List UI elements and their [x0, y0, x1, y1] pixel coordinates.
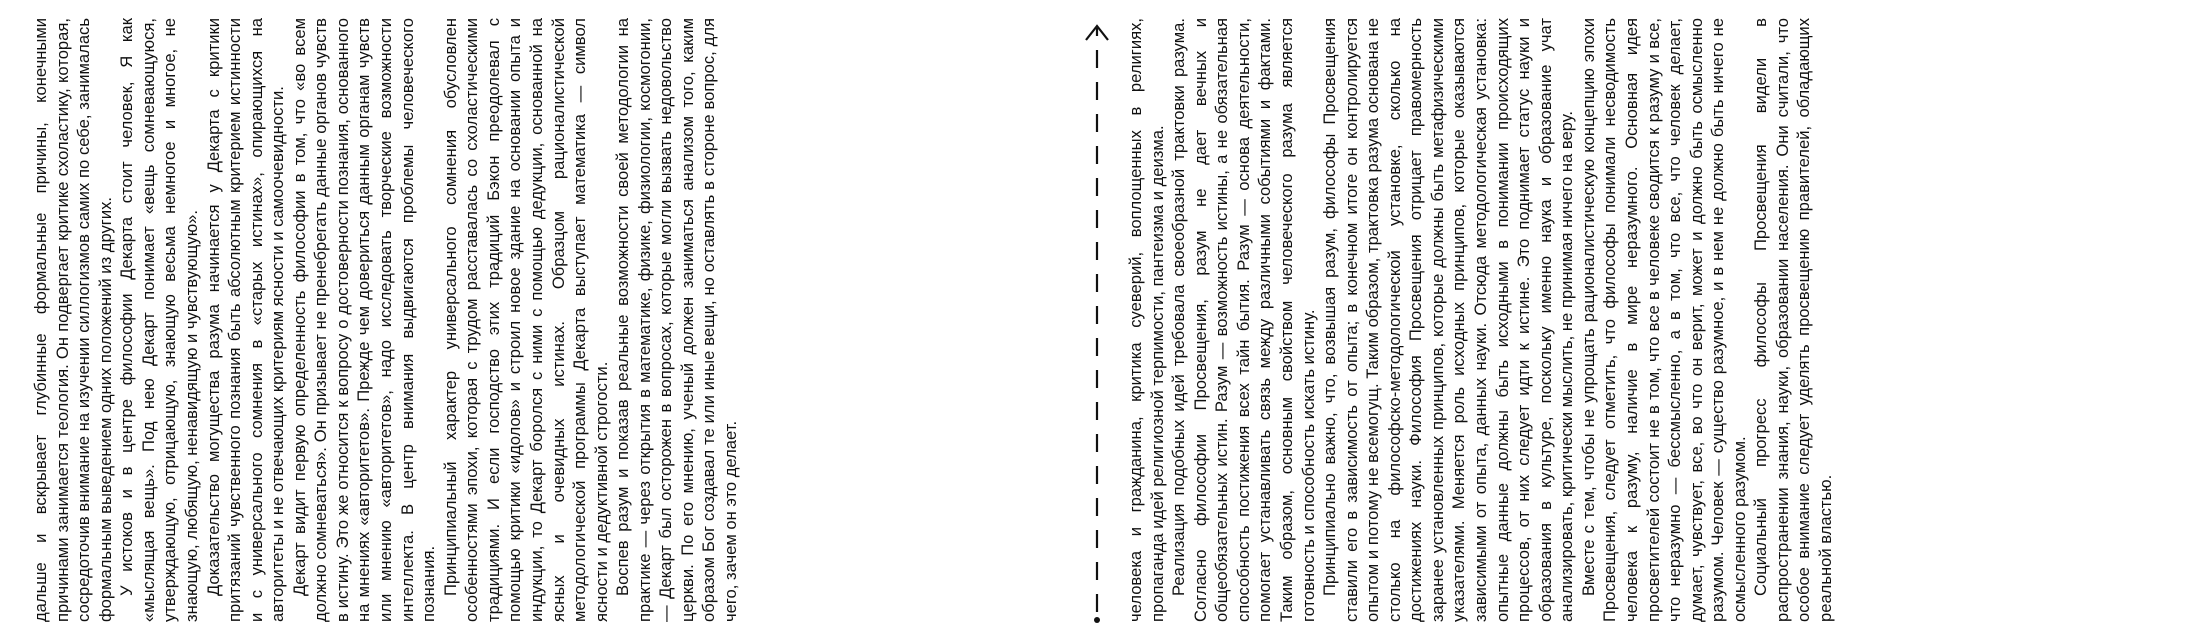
paragraph: дальше и вскрывает глубинные формальные причины, конечными причинами занимается теология. Он подвергает критике схоластику, которая, сосредоточив внимание на изучении силлогизмов самих по себе, занималась формальным выведением одних положений из других.: [31, 18, 115, 622]
page-break-divider: [1082, 0, 1112, 640]
paragraph: человека и гражданина, критика суеверий, воплощенных в религиях, пропаганда идей религиозной терпимости, пантеизма и деизма.: [1126, 18, 1167, 622]
paragraph: Декарт видит первую определенность философии в том, что «во всем должно сомневаться». Он призывает не пренебрегать данные органов чувств в истину. Это же относится к вопросу о достоверности познания, основанного на мнениях «авторитетов». Прежде чем довериться данным органам чувств или мнению «авторитетов», надо исследовать творческие возможности интеллекта. В центр внимания выдвигаются проблемы человеческого познания.: [289, 18, 439, 622]
paragraph: Вместе с тем, чтобы не упрощать рационалистическую концепцию эпохи Просвещения, следует отметить, что философы понимали несводимость человека к разуму, наличие в мире неразумного. Основная идея просветителей состоит не в том, что все в человеке сводится к разуму и все, что неразумно — бессмысленно, а в том, что все, что человек делает, думает, чувствует, все, во что он верит, может и должно быть осмысленно разумом. Человек — существо разумное, и в нем не должно быть ничего не осмысленного разумом.: [1578, 18, 1749, 622]
paragraph: Принципиальный характер универсального сомнения обусловлен особенностями эпохи, которая с трудом расставалась со схоластическими традициями. И если господство этих традиций Бэкон преодолевал с помощью критики «идолов» и строил новое здание на основании опыта и индукции, то Декарт боролся с ними с помощью дедукции, основанной на ясных и очевидных истинах. Образцом рационалистической методологической программы Декарта выступает математика — символ ясности и дедуктивной строгости.: [440, 18, 611, 622]
text-column-right: [1125, 18, 2175, 622]
dashed-line-arrow-icon: [1082, 0, 1112, 640]
paragraph: У истоков и в центре философии Декарта стоит человек, Я как «мыслящая вещь». Под нею Декарт понимает «вещь сомневающуюся, утверждающую, отрицающую, знающую весьма немногое и многое, не знающую, любящую, ненавидящую и чувствующую».: [117, 18, 201, 622]
paragraph: Принципиально важно, что, возвышая разум, философы Просвещения ставили его в зависимость от опыта; в конечном итоге он контролируется опытом и потому не всемогущ. Таким образом, трактовка разума основана не столько на философско-методологической установке, сколько на достижениях науки. Философия Просвещения отрицает правомерность заранее установленных принципов, которые должны быть метафизическими указателями. Меняется роль исходных принципов, которые оказываются зависимыми от опыта, данных науки. Отсюда методологическая установка: опытные данные должны быть исходными в понимании происходящих процессов, от них следует идти к истине. Это поднимает статус науки и образования в культуре, поскольку именно наука и образование учат анализировать, критически мыслить, не принимая ничего на веру.: [1320, 18, 1577, 622]
text-column-left: [30, 18, 1070, 622]
paragraph: Воспев разум и показав реальные возможности своей методологии на практике — через открытия в математике, физике, физиологии, космогонии, — Декарт был осторожен в вопросах, которые могли вызвать недовольство церкви. По его мнению, ученый должен заниматься анализом того, каким образом Бог создавал те или иные вещи, но оставлять в стороне вопрос, для чего, зачем он это делает.: [613, 18, 740, 622]
paragraph: Реализация подобных идей требовала своеобразной трактовки разума. Согласно философии Просвещения, разум не дает вечных и общеобязательных истин. Разум — возможность истины, а не обязательная способность постижения всех тайн бытия. Разум — основа деятельности, помогает устанавливать связь между различными событиями и фактами. Таким образом, основным свойством человеческого разума является готовность и способность искать истину.: [1169, 18, 1318, 622]
paragraph: Социальный прогресс философы Просвещения видели в распространении знания, науки, образовании населения. Они считали, что особое внимание следует уделять просвещению правителей, обладающих реальной властью.: [1751, 18, 1835, 622]
paragraph: Доказательство могущества разума начинается у Декарта с критики притязаний чувственного познания быть абсолютным критерием истинности и с универсального сомнения в «старых истинах», опирающихся на авторитеты и не отвечающих критериям ясности и самоочевидности.: [203, 18, 288, 622]
